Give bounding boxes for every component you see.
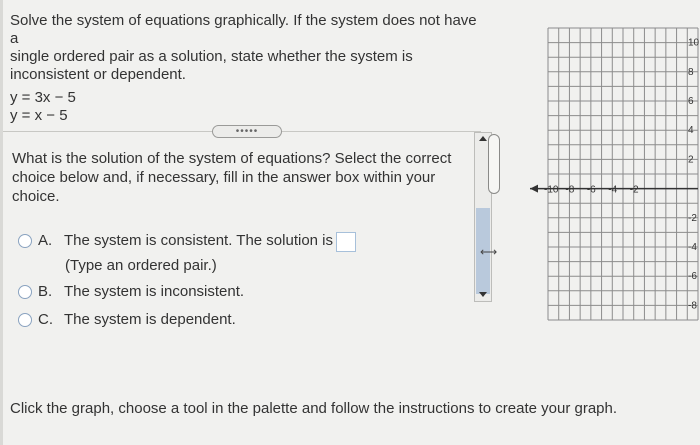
- x-tick-label: -6: [586, 184, 596, 196]
- choice-b-letter: B.: [38, 283, 53, 300]
- y-tick-label: 8: [688, 66, 694, 78]
- y-tick-label: 10: [688, 37, 700, 49]
- show-more-button[interactable]: •••••: [212, 125, 282, 138]
- choice-c-text: The system is dependent.: [64, 311, 236, 328]
- instructions-line-1: What is the solution of the system of equations? Select the correct: [12, 150, 452, 167]
- question-line-3: inconsistent or dependent.: [10, 66, 186, 83]
- question-text: [10, 12, 480, 84]
- instructions-line-3: choice.: [12, 188, 60, 205]
- x-tick-label: -10: [544, 184, 559, 196]
- y-tick-label: -8: [688, 300, 697, 312]
- instructions-line-2: choice below and, if necessary, fill in the answer box within your: [12, 169, 436, 186]
- y-tick-label: -6: [688, 271, 697, 283]
- choice-b[interactable]: [18, 283, 244, 300]
- choice-b-radio[interactable]: [18, 285, 32, 299]
- equation-list: [10, 89, 76, 125]
- choice-a-radio[interactable]: [18, 234, 32, 248]
- panel-splitter-handle[interactable]: [488, 134, 500, 194]
- x-tick-label: -8: [565, 184, 575, 196]
- scroll-up-icon[interactable]: [479, 136, 487, 141]
- answer-box[interactable]: [336, 232, 356, 252]
- choice-a-letter: A.: [38, 232, 53, 249]
- equation-2: y = x − 5: [10, 107, 68, 124]
- choice-c-letter: C.: [38, 311, 53, 328]
- graph-instructions: Click the graph, choose a tool in the palette and follow the instructions to create your graph.: [10, 400, 618, 417]
- y-tick-label: 2: [688, 154, 694, 166]
- y-tick-label: -2: [688, 212, 697, 224]
- y-tick-label: 6: [688, 96, 694, 107]
- question-line-1: Solve the system of equations graphically. If the system does not have a: [10, 12, 477, 47]
- choice-b-text: The system is inconsistent.: [64, 283, 245, 300]
- x-axis-arrow-icon: [530, 185, 538, 193]
- choice-a-text: The system is consistent. The solution is: [64, 232, 334, 249]
- graph-area[interactable]: [520, 20, 700, 330]
- y-tick-label: -4: [688, 242, 697, 253]
- resize-arrows-icon[interactable]: ⟷: [480, 245, 498, 259]
- left-border: [0, 0, 3, 445]
- question-line-2: single ordered pair as a solution, state whether the system is: [10, 48, 413, 65]
- choice-c-radio[interactable]: [18, 313, 32, 327]
- y-tick-label: 4: [688, 125, 694, 137]
- choice-c[interactable]: [18, 311, 236, 328]
- coordinate-grid[interactable]: [520, 20, 700, 330]
- scroll-down-icon[interactable]: [479, 292, 487, 297]
- ordered-pair-hint: (Type an ordered pair.): [65, 257, 217, 274]
- equation-1: y = 3x − 5: [10, 89, 76, 106]
- instructions-text: [12, 149, 452, 206]
- choice-a[interactable]: [18, 232, 356, 252]
- x-tick-label: -2: [629, 184, 639, 196]
- x-tick-label: -4: [608, 184, 618, 196]
